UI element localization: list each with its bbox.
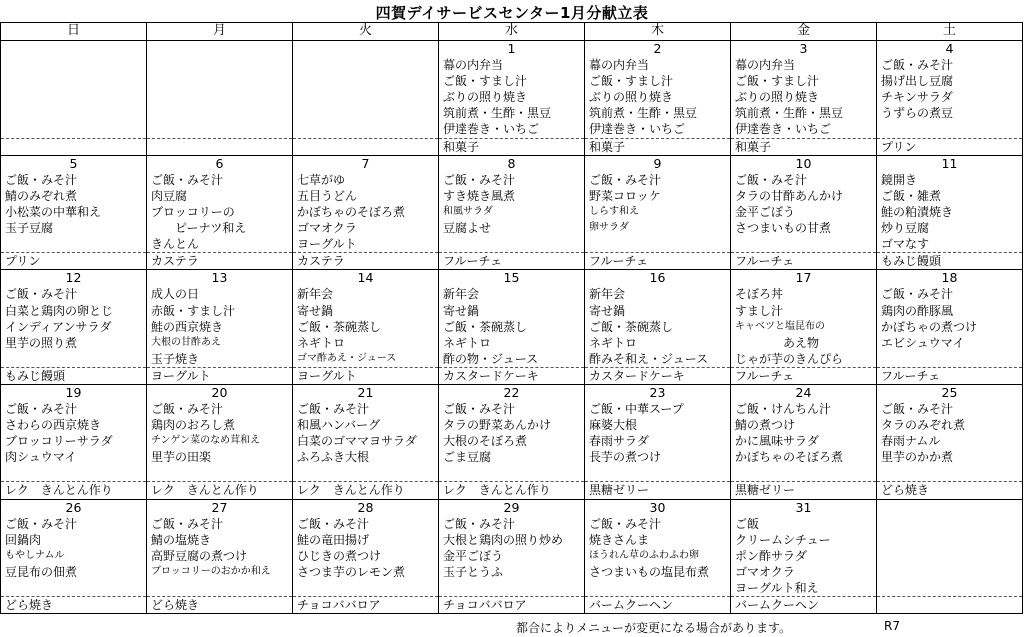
menu-item-cell: ご飯・雑煮 <box>877 188 1023 204</box>
menu-item-cell <box>877 351 1023 368</box>
menu-item-cell: 春雨ナムル <box>877 433 1023 449</box>
menu-item-cell <box>293 121 439 138</box>
menu-item-cell: クリームシチュー <box>731 532 877 548</box>
dessert-cell: レク きんとん作り <box>439 482 585 499</box>
menu-item-cell: 玉子焼き <box>147 351 293 368</box>
date-cell: 23 <box>585 384 731 401</box>
menu-line-row <box>1 548 1023 564</box>
date-cell: 4 <box>877 41 1023 58</box>
date-cell: 10 <box>731 155 877 172</box>
date-cell: 5 <box>1 155 147 172</box>
menu-item-cell: 揚げ出し豆腐 <box>877 73 1023 89</box>
menu-item-cell <box>731 465 877 482</box>
dessert-cell: カステラ <box>293 253 439 270</box>
menu-item-cell: ブロッコリーサラダ <box>1 433 147 449</box>
menu-item-cell: 鶏肉のおろし煮 <box>147 417 293 433</box>
menu-item-cell: タラのみぞれ煮 <box>877 417 1023 433</box>
menu-item-cell: ご飯・すまし汁 <box>731 73 877 89</box>
menu-item-cell: ご飯・みそ汁 <box>877 401 1023 417</box>
menu-item-cell: さつまいもの甘煮 <box>731 220 877 236</box>
menu-item-cell: 玉子豆腐 <box>1 220 147 236</box>
menu-item-cell: きんとん <box>147 236 293 253</box>
dessert-cell: どら焼き <box>1 597 147 614</box>
menu-item-cell: ご飯・みそ汁 <box>585 172 731 188</box>
menu-item-cell <box>877 564 1023 580</box>
menu-item-cell: 七草がゆ <box>293 172 439 188</box>
menu-line-row <box>1 220 1023 236</box>
menu-item-cell: 伊達巻き・いちご <box>731 121 877 138</box>
menu-item-cell: ご飯・茶碗蒸し <box>585 319 731 335</box>
date-row <box>1 41 1023 58</box>
menu-item-cell <box>731 236 877 253</box>
menu-item-cell: 回鍋肉 <box>1 532 147 548</box>
menu-item-cell: かぼちゃのそぼろ煮 <box>731 449 877 465</box>
date-cell: 11 <box>877 155 1023 172</box>
menu-item-cell: ポン酢サラダ <box>731 548 877 564</box>
menu-item-cell: あえ物 <box>731 335 877 351</box>
menu-item-cell: ご飯・すまし汁 <box>439 73 585 89</box>
date-cell: 3 <box>731 41 877 58</box>
dessert-row <box>1 482 1023 499</box>
menu-item-cell: すき焼き風煮 <box>439 188 585 204</box>
menu-item-cell: 焼きさんま <box>585 532 731 548</box>
menu-line-row <box>1 319 1023 335</box>
date-row <box>1 155 1023 172</box>
menu-item-cell: ご飯・みそ汁 <box>585 516 731 532</box>
menu-line-row <box>1 433 1023 449</box>
dessert-cell: 和菓子 <box>585 138 731 155</box>
menu-line-row <box>1 351 1023 368</box>
menu-item-cell: 肉豆腐 <box>147 188 293 204</box>
menu-item-cell: さつま芋のレモン煮 <box>293 564 439 580</box>
dessert-cell: カスタードケーキ <box>439 367 585 384</box>
menu-item-cell: 玉子とうふ <box>439 564 585 580</box>
menu-line-row <box>1 73 1023 89</box>
menu-item-cell <box>147 580 293 597</box>
menu-item-cell: 大根の甘酢あえ <box>147 335 293 351</box>
menu-item-cell: ブロッコリーの <box>147 204 293 220</box>
menu-item-cell: ぶりの照り焼き <box>731 89 877 105</box>
dessert-cell: フルーチェ <box>877 367 1023 384</box>
menu-item-cell <box>293 73 439 89</box>
menu-item-cell: ゴマオクラ <box>731 564 877 580</box>
weekday-header: 日 <box>1 23 147 41</box>
menu-item-cell <box>1 89 147 105</box>
menu-line-row <box>1 172 1023 188</box>
dessert-cell: どら焼き <box>147 597 293 614</box>
dessert-cell: 黒糖ゼリー <box>731 482 877 499</box>
menu-item-cell <box>439 236 585 253</box>
menu-item-cell <box>439 580 585 597</box>
menu-item-cell: 寄せ鍋 <box>585 303 731 319</box>
menu-item-cell: ご飯・みそ汁 <box>1 286 147 302</box>
menu-item-cell <box>293 89 439 105</box>
menu-item-cell: ご飯・みそ汁 <box>147 516 293 532</box>
menu-item-cell: かぼちゃの煮つけ <box>877 319 1023 335</box>
menu-line-row <box>1 564 1023 580</box>
date-cell: 20 <box>147 384 293 401</box>
menu-item-cell: ご飯・みそ汁 <box>1 401 147 417</box>
menu-item-cell: ヨーグルト <box>293 236 439 253</box>
menu-line-row <box>1 417 1023 433</box>
date-cell: 25 <box>877 384 1023 401</box>
date-cell <box>147 41 293 58</box>
menu-item-cell: うずらの煮豆 <box>877 105 1023 121</box>
menu-item-cell: すまし汁 <box>731 303 877 319</box>
menu-line-row <box>1 303 1023 319</box>
date-cell: 26 <box>1 499 147 516</box>
menu-item-cell: 和風サラダ <box>439 204 585 220</box>
menu-item-cell <box>877 548 1023 564</box>
date-cell: 2 <box>585 41 731 58</box>
menu-item-cell: ぶりの照り焼き <box>439 89 585 105</box>
date-cell <box>877 499 1023 516</box>
menu-item-cell <box>1 73 147 89</box>
weekday-header: 火 <box>293 23 439 41</box>
menu-item-cell <box>1 121 147 138</box>
menu-item-cell <box>147 89 293 105</box>
date-row <box>1 384 1023 401</box>
dessert-cell: バームクーヘン <box>585 597 731 614</box>
menu-item-cell: ご飯・中華スープ <box>585 401 731 417</box>
dessert-cell: プリン <box>877 138 1023 155</box>
menu-item-cell <box>877 580 1023 597</box>
menu-item-cell: ほうれん草のふわふわ卵 <box>585 548 731 564</box>
menu-item-cell: 鮭の粕漬焼き <box>877 204 1023 220</box>
menu-item-cell: 鏡開き <box>877 172 1023 188</box>
menu-item-cell: 伊達巻き・いちご <box>439 121 585 138</box>
menu-item-cell: 小松菜の中華和え <box>1 204 147 220</box>
date-cell: 8 <box>439 155 585 172</box>
dessert-cell: 黒糖ゼリー <box>585 482 731 499</box>
menu-item-cell: 卵サラダ <box>585 220 731 236</box>
date-cell: 19 <box>1 384 147 401</box>
menu-item-cell: 白菜と鶏肉の卵とじ <box>1 303 147 319</box>
menu-item-cell: 炒り豆腐 <box>877 220 1023 236</box>
menu-line-row <box>1 465 1023 482</box>
date-cell: 22 <box>439 384 585 401</box>
menu-item-cell <box>877 532 1023 548</box>
menu-line-row <box>1 449 1023 465</box>
menu-item-cell <box>293 465 439 482</box>
menu-item-cell: インディアンサラダ <box>1 319 147 335</box>
menu-item-cell: ピーナツ和え <box>147 220 293 236</box>
menu-item-cell: 鮭の竜田揚げ <box>293 532 439 548</box>
menu-item-cell: ヨーグルト和え <box>731 580 877 597</box>
menu-item-cell: ご飯・けんちん汁 <box>731 401 877 417</box>
menu-item-cell: ご飯・みそ汁 <box>293 401 439 417</box>
menu-item-cell: ブロッコリーのおかか和え <box>147 564 293 580</box>
dessert-cell: カスタードケーキ <box>585 367 731 384</box>
dessert-row <box>1 367 1023 384</box>
menu-line-row <box>1 188 1023 204</box>
menu-item-cell: キャベツと塩昆布の <box>731 319 877 335</box>
date-cell: 16 <box>585 270 731 287</box>
date-cell: 12 <box>1 270 147 287</box>
menu-item-cell: 新年会 <box>585 286 731 302</box>
dessert-cell: 和菓子 <box>731 138 877 155</box>
dessert-cell: フルーチェ <box>731 367 877 384</box>
menu-item-cell: さわらの西京焼き <box>1 417 147 433</box>
menu-item-cell: 寄せ鍋 <box>439 303 585 319</box>
menu-item-cell: 高野豆腐の煮つけ <box>147 548 293 564</box>
menu-item-cell <box>585 580 731 597</box>
menu-item-cell: 豆昆布の佃煮 <box>1 564 147 580</box>
date-cell: 28 <box>293 499 439 516</box>
menu-item-cell: ご飯・みそ汁 <box>147 401 293 417</box>
dessert-cell: カステラ <box>147 253 293 270</box>
menu-line-row <box>1 401 1023 417</box>
date-cell: 7 <box>293 155 439 172</box>
menu-item-cell: 鯖の塩焼き <box>147 532 293 548</box>
menu-item-cell: 里芋の照り煮 <box>1 335 147 351</box>
menu-line-row <box>1 89 1023 105</box>
menu-item-cell <box>1 57 147 73</box>
menu-item-cell: 幕の内弁当 <box>731 57 877 73</box>
document-code: R7 <box>884 619 900 633</box>
dessert-cell: チョコババロア <box>293 597 439 614</box>
menu-item-cell <box>147 57 293 73</box>
menu-item-cell: 鯖のみぞれ煮 <box>1 188 147 204</box>
menu-item-cell: 酢みそ和え・ジュース <box>585 351 731 368</box>
menu-change-notice: 都合によりメニューが変更になる場合があります。 <box>516 621 792 635</box>
menu-item-cell: ご飯・みそ汁 <box>731 172 877 188</box>
dessert-cell: フルーチェ <box>585 253 731 270</box>
menu-item-cell: ご飯・みそ汁 <box>147 172 293 188</box>
menu-item-cell: 肉シュウマイ <box>1 449 147 465</box>
menu-item-cell: ご飯・みそ汁 <box>1 172 147 188</box>
date-cell: 18 <box>877 270 1023 287</box>
menu-item-cell <box>293 105 439 121</box>
dessert-row <box>1 253 1023 270</box>
menu-item-cell: 赤飯・すまし汁 <box>147 303 293 319</box>
date-cell: 17 <box>731 270 877 287</box>
menu-line-row <box>1 580 1023 597</box>
menu-item-cell: 春雨サラダ <box>585 433 731 449</box>
dessert-cell: プリン <box>1 253 147 270</box>
menu-item-cell: 豆腐よせ <box>439 220 585 236</box>
menu-item-cell: ごま豆腐 <box>439 449 585 465</box>
menu-item-cell <box>1 236 147 253</box>
menu-item-cell: タラの甘酢あんかけ <box>731 188 877 204</box>
menu-calendar-table <box>0 22 1023 614</box>
date-cell <box>1 41 147 58</box>
dessert-cell: ヨーグルト <box>293 367 439 384</box>
weekday-header: 土 <box>877 23 1023 41</box>
date-cell: 14 <box>293 270 439 287</box>
menu-item-cell: かに風味サラダ <box>731 433 877 449</box>
menu-item-cell <box>147 465 293 482</box>
menu-item-cell: さつまいもの塩昆布煮 <box>585 564 731 580</box>
menu-item-cell <box>1 351 147 368</box>
dessert-cell: レク きんとん作り <box>147 482 293 499</box>
menu-item-cell: 伊達巻き・いちご <box>585 121 731 138</box>
date-cell: 29 <box>439 499 585 516</box>
date-cell: 30 <box>585 499 731 516</box>
menu-item-cell <box>585 236 731 253</box>
menu-item-cell: ネギトロ <box>439 335 585 351</box>
menu-item-cell: ネギトロ <box>585 335 731 351</box>
menu-item-cell: 鯖の煮つけ <box>731 417 877 433</box>
menu-item-cell: 筑前煮・生酢・黒豆 <box>731 105 877 121</box>
menu-item-cell: ご飯・茶碗蒸し <box>439 319 585 335</box>
menu-line-row <box>1 236 1023 253</box>
date-cell: 31 <box>731 499 877 516</box>
menu-item-cell: 幕の内弁当 <box>585 57 731 73</box>
menu-line-row <box>1 286 1023 302</box>
menu-item-cell: チキンサラダ <box>877 89 1023 105</box>
menu-item-cell <box>1 465 147 482</box>
menu-item-cell: そぼろ丼 <box>731 286 877 302</box>
menu-item-cell: ゴマオクラ <box>293 220 439 236</box>
menu-item-cell: ご飯・みそ汁 <box>293 516 439 532</box>
menu-line-row <box>1 516 1023 532</box>
menu-item-cell: ネギトロ <box>293 335 439 351</box>
menu-item-cell: ご飯・みそ汁 <box>877 286 1023 302</box>
menu-item-cell: 新年会 <box>293 286 439 302</box>
menu-item-cell: 大根と鶏肉の照り炒め <box>439 532 585 548</box>
menu-item-cell: 長芋の煮つけ <box>585 449 731 465</box>
menu-item-cell: ご飯 <box>731 516 877 532</box>
menu-item-cell: 大根のそぼろ煮 <box>439 433 585 449</box>
menu-item-cell: ご飯・みそ汁 <box>439 172 585 188</box>
dessert-row <box>1 597 1023 614</box>
menu-item-cell: ご飯・すまし汁 <box>585 73 731 89</box>
menu-item-cell: ご飯・みそ汁 <box>877 57 1023 73</box>
dessert-cell: もみじ饅頭 <box>877 253 1023 270</box>
menu-item-cell: タラの野菜あんかけ <box>439 417 585 433</box>
menu-item-cell: 鶏肉の酢豚風 <box>877 303 1023 319</box>
menu-item-cell: 幕の内弁当 <box>439 57 585 73</box>
menu-line-row <box>1 532 1023 548</box>
menu-item-cell: ゴマなす <box>877 236 1023 253</box>
menu-item-cell: かぼちゃのそぼろ煮 <box>293 204 439 220</box>
menu-item-cell: しらす和え <box>585 204 731 220</box>
menu-item-cell: 里芋のかか煮 <box>877 449 1023 465</box>
menu-item-cell: チンゲン菜のなめ茸和え <box>147 433 293 449</box>
date-row <box>1 499 1023 516</box>
menu-item-cell: もやしナムル <box>1 548 147 564</box>
weekday-header: 月 <box>147 23 293 41</box>
menu-item-cell <box>877 465 1023 482</box>
dessert-cell <box>1 138 147 155</box>
weekday-header: 木 <box>585 23 731 41</box>
menu-item-cell <box>585 465 731 482</box>
menu-item-cell: 鮭の西京焼き <box>147 319 293 335</box>
menu-item-cell <box>147 105 293 121</box>
dessert-cell: レク きんとん作り <box>1 482 147 499</box>
date-cell: 13 <box>147 270 293 287</box>
menu-item-cell: ゴマ酢あえ・ジュース <box>293 351 439 368</box>
dessert-cell <box>147 138 293 155</box>
menu-item-cell: 筑前煮・生酢・黒豆 <box>439 105 585 121</box>
menu-line-row <box>1 105 1023 121</box>
dessert-cell: レク きんとん作り <box>293 482 439 499</box>
dessert-row <box>1 138 1023 155</box>
weekday-header-row <box>1 23 1023 41</box>
date-cell: 24 <box>731 384 877 401</box>
menu-item-cell: ご飯・茶碗蒸し <box>293 319 439 335</box>
date-cell: 9 <box>585 155 731 172</box>
menu-item-cell <box>1 580 147 597</box>
menu-item-cell: 寄せ鍋 <box>293 303 439 319</box>
menu-item-cell: じゃが芋のきんぴら <box>731 351 877 368</box>
dessert-cell: バームクーヘン <box>731 597 877 614</box>
menu-item-cell: 和風ハンバーグ <box>293 417 439 433</box>
menu-item-cell <box>147 121 293 138</box>
menu-line-row <box>1 204 1023 220</box>
menu-item-cell: 筑前煮・生酢・黒豆 <box>585 105 731 121</box>
date-cell: 27 <box>147 499 293 516</box>
page-title: 四賀デイサービスセンター1月分献立表 <box>375 4 649 22</box>
dessert-cell: フルーチェ <box>731 253 877 270</box>
dessert-cell: チョコババロア <box>439 597 585 614</box>
menu-item-cell: 麻婆大根 <box>585 417 731 433</box>
menu-item-cell: ご飯・みそ汁 <box>439 516 585 532</box>
menu-item-cell: エビシュウマイ <box>877 335 1023 351</box>
menu-item-cell: ひじきの煮つけ <box>293 548 439 564</box>
menu-item-cell: 里芋の田楽 <box>147 449 293 465</box>
menu-item-cell: 金平ごぼう <box>439 548 585 564</box>
date-cell: 6 <box>147 155 293 172</box>
date-row <box>1 270 1023 287</box>
menu-item-cell <box>293 580 439 597</box>
menu-item-cell <box>1 105 147 121</box>
menu-item-cell <box>439 465 585 482</box>
date-cell: 15 <box>439 270 585 287</box>
menu-item-cell <box>293 57 439 73</box>
dessert-cell: フルーチェ <box>439 253 585 270</box>
menu-item-cell <box>877 516 1023 532</box>
dessert-cell: ヨーグルト <box>147 367 293 384</box>
menu-line-row <box>1 335 1023 351</box>
dessert-cell: どら焼き <box>877 482 1023 499</box>
menu-line-row <box>1 57 1023 73</box>
dessert-cell <box>293 138 439 155</box>
dessert-cell: もみじ饅頭 <box>1 367 147 384</box>
menu-item-cell: 野菜コロッケ <box>585 188 731 204</box>
date-cell: 1 <box>439 41 585 58</box>
date-cell <box>293 41 439 58</box>
menu-item-cell: ぶりの照り焼き <box>585 89 731 105</box>
menu-item-cell <box>147 73 293 89</box>
menu-line-row <box>1 121 1023 138</box>
menu-item-cell: 金平ごぼう <box>731 204 877 220</box>
weekday-header: 水 <box>439 23 585 41</box>
date-cell: 21 <box>293 384 439 401</box>
menu-item-cell: ご飯・みそ汁 <box>1 516 147 532</box>
menu-item-cell <box>877 121 1023 138</box>
menu-item-cell: 成人の日 <box>147 286 293 302</box>
menu-item-cell: 新年会 <box>439 286 585 302</box>
weekday-header: 金 <box>731 23 877 41</box>
menu-item-cell: 白菜のゴママヨサラダ <box>293 433 439 449</box>
menu-item-cell: ご飯・みそ汁 <box>439 401 585 417</box>
menu-item-cell: 酢の物・ジュース <box>439 351 585 368</box>
dessert-cell: 和菓子 <box>439 138 585 155</box>
menu-item-cell: 五目うどん <box>293 188 439 204</box>
dessert-cell <box>877 597 1023 614</box>
menu-item-cell: ふろふき大根 <box>293 449 439 465</box>
